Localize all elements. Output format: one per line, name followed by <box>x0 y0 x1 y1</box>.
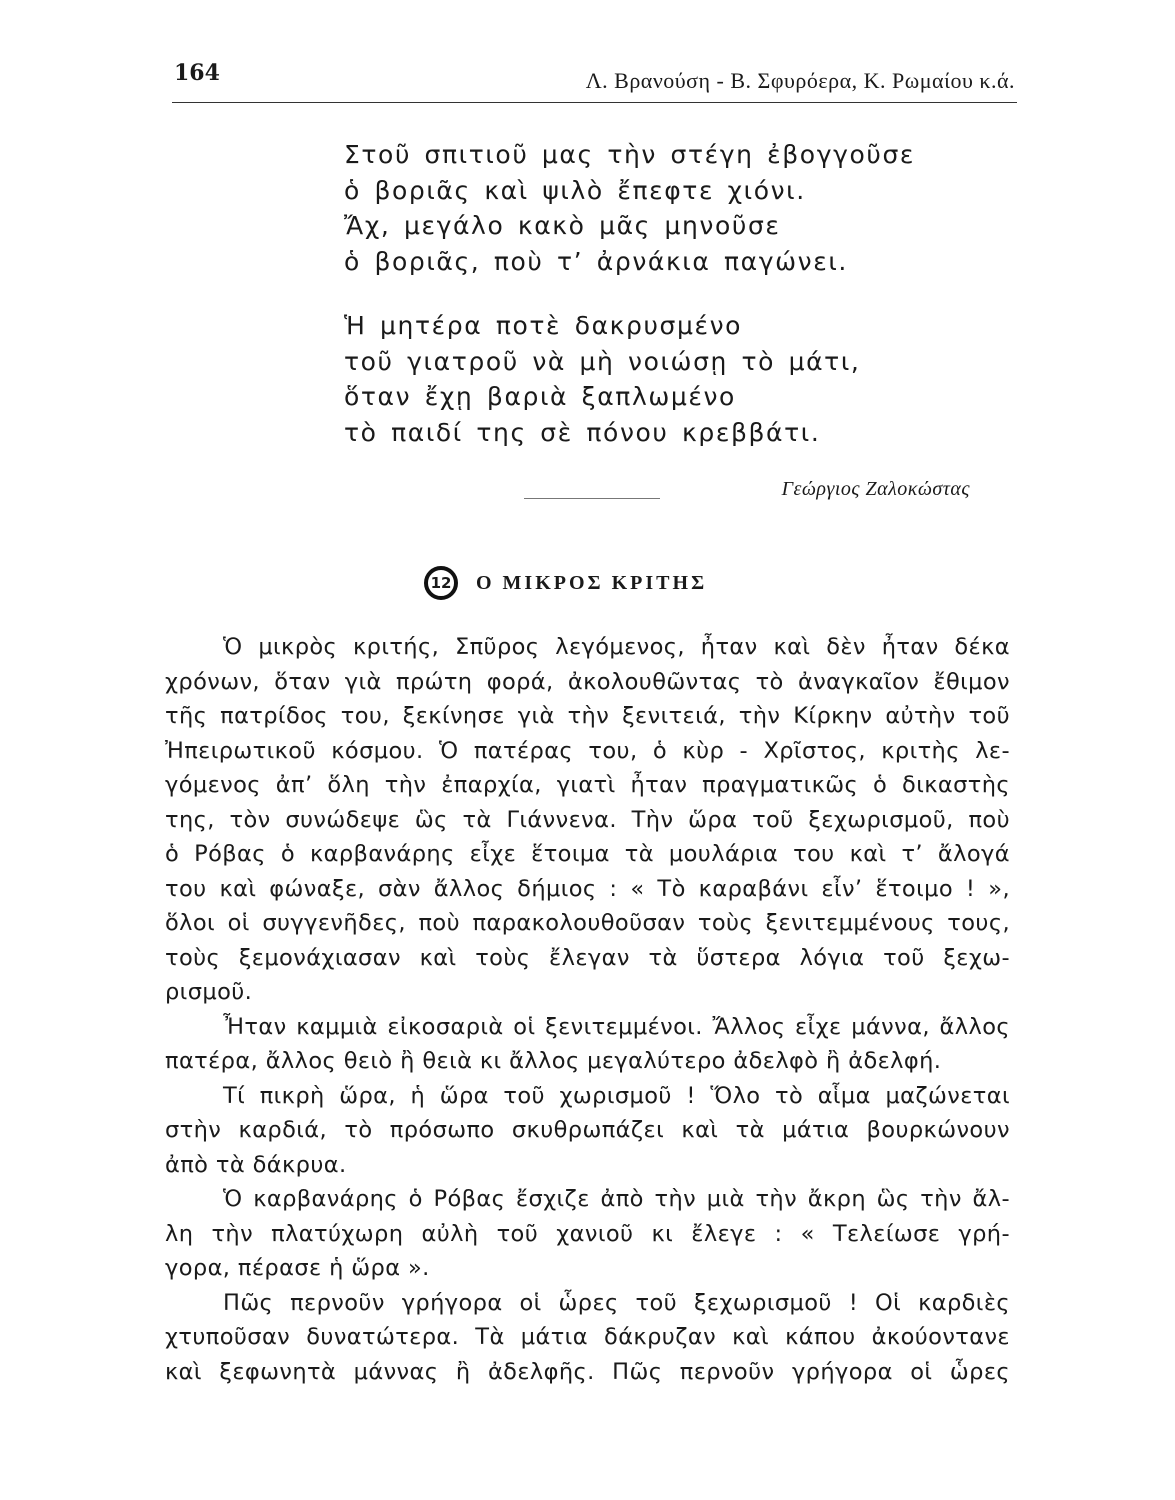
prose-line: τοὺς ξεμονάχιασαν καὶ τοὺς ἔλεγαν τὰ ὕστερα λόγια τοῦ ξεχω- <box>165 944 1010 971</box>
poem-line: Ἄχ, μεγάλο κακὸ μᾶς μηνοῦσε <box>344 211 781 240</box>
prose-line: Ὁ μικρὸς κριτής, Σπῦρος λεγόμενος, ἦταν καὶ δὲν ἦταν δέκα <box>223 634 1010 660</box>
poem-line: ὅταν ἔχῃ βαριὰ ξαπλωμένο <box>344 382 736 411</box>
prose-line: Τί πικρὴ ὥρα, ἡ ὥρα τοῦ χωρισμοῦ ! Ὅλο τὸ αἷμα μαζώνεται <box>223 1082 1010 1109</box>
prose-line: γόμενος ἀπ’ ὅλη τὴν ἐπαρχία, γιατὶ ἦταν πραγματικῶς ὁ δικαστὴς <box>165 772 1010 798</box>
poem-stanza-2 <box>344 308 860 450</box>
prose-line: Ἠπειρωτικοῦ κόσμου. Ὁ πατέρας του, ὁ κὺρ - Χρῖστος, κριτὴς λε- <box>165 737 1010 764</box>
prose-line: γορα, πέρασε ἡ ὥρα ». <box>165 1255 430 1281</box>
poem-line: ὁ βοριᾶς καὶ ψιλὸ ἔπεφτε χιόνι. <box>344 175 806 205</box>
prose-line: Πῶς περνοῦν γρήγορα οἱ ὧρες τοῦ ξεχωρισμοῦ ! Οἱ καρδιὲς <box>223 1289 1010 1316</box>
poem-stanza-1 <box>344 137 915 279</box>
prose-line: στὴν καρδιά, τὸ πρόσωπο σκυθρωπάζει καὶ τὰ μάτια βουρκώνουν <box>165 1117 1010 1143</box>
prose-line: ὅλοι οἱ συγγενῆδες, ποὺ παρακολουθοῦσαν τοὺς ξενιτεμμένους τους, <box>165 910 1010 936</box>
prose-line: Ὁ καρβανάρης ὁ Ρόβας ἔσχιζε ἀπὸ τὴν μιὰ τὴν ἄκρη ὣς τὴν ἄλ- <box>223 1186 1010 1212</box>
prose-line: χρόνων, ὅταν γιὰ πρώτη φορά, ἀκολουθῶντας τὸ ἀναγκαῖον ἔθιμον <box>165 668 1010 695</box>
chapter-heading <box>424 564 707 602</box>
poem-line: τοῦ γιατροῦ νὰ μὴ νοιώσῃ τὸ μάτι, <box>344 346 861 376</box>
prose-line: λη τὴν πλατύχωρη αὐλὴ τοῦ χανιοῦ κι ἔλεγε : « Τελείωσε γρή- <box>165 1220 1010 1247</box>
poem-author: Γεώργιος Ζαλοκώστας <box>781 478 970 500</box>
prose-line: ὁ Ρόβας ὁ καρβανάρης εἶχε ἕτοιμα τὰ μουλάρια του καὶ τ’ ἄλογά <box>165 841 1010 867</box>
section-separator <box>524 498 660 499</box>
prose-line: πατέρα, ἄλλος θειὸ ἢ θειὰ κι ἄλλος μεγαλύτερο ἀδελφὸ ἢ ἀδελφή. <box>165 1048 942 1074</box>
poem-line: ὁ βοριᾶς, ποὺ τ’ ἀρνάκια παγώνει. <box>344 246 848 276</box>
prose-line: χτυποῦσαν δυνατώτερα. Τὰ μάτια δάκρυζαν καὶ κάπου ἀκούοντανε <box>165 1324 1010 1350</box>
header-rule <box>172 102 1017 103</box>
running-head: Λ. Βρανούση - Β. Σφυρόερα, Κ. Ρωμαίου κ.ά. <box>585 68 1015 93</box>
poem-line: Στοῦ σπιτιοῦ μας τὴν στέγη ἐβογγοῦσε <box>344 140 916 169</box>
prose-body <box>165 630 1010 1389</box>
prose-line: ρισμοῦ. <box>165 979 253 1005</box>
prose-line: του καὶ φώναξε, σὰν ἄλλος δήμιος : « Τὸ καραβάνι εἶν’ ἕτοιμο ! », <box>165 875 1010 902</box>
chapter-title: Ο ΜΙΚΡΟΣ ΚΡΙΤΗΣ <box>476 571 708 594</box>
prose-line: καὶ ξεφωνητὰ μάννας ἢ ἀδελφῆς. Πῶς περνοῦν γρήγορα οἱ ὧρες <box>165 1358 1010 1385</box>
page-number: 164 <box>174 60 220 86</box>
poem-line: Ἡ μητέρα ποτὲ δακρυσμένο <box>344 311 743 340</box>
prose-line: ἀπὸ τὰ δάκρυα. <box>165 1151 347 1178</box>
prose-line: της, τὸν συνώδεψε ὣς τὰ Γιάννενα. Τὴν ὥρα τοῦ ξεχωρισμοῦ, ποὺ <box>165 806 1010 833</box>
poem-line: τὸ παιδί της σὲ πόνου κρεββάτι. <box>344 417 821 447</box>
chapter-number-badge: 12 <box>424 566 458 600</box>
prose-line: τῆς πατρίδος του, ξεκίνησε γιὰ τὴν ξενιτειά, τὴν Κίρκην αὐτὴν τοῦ <box>165 703 1010 729</box>
prose-line: Ἦταν καμμιὰ εἰκοσαριὰ οἱ ξενιτεμμένοι. Ἄλλος εἶχε μάννα, ἄλλος <box>223 1013 1010 1040</box>
